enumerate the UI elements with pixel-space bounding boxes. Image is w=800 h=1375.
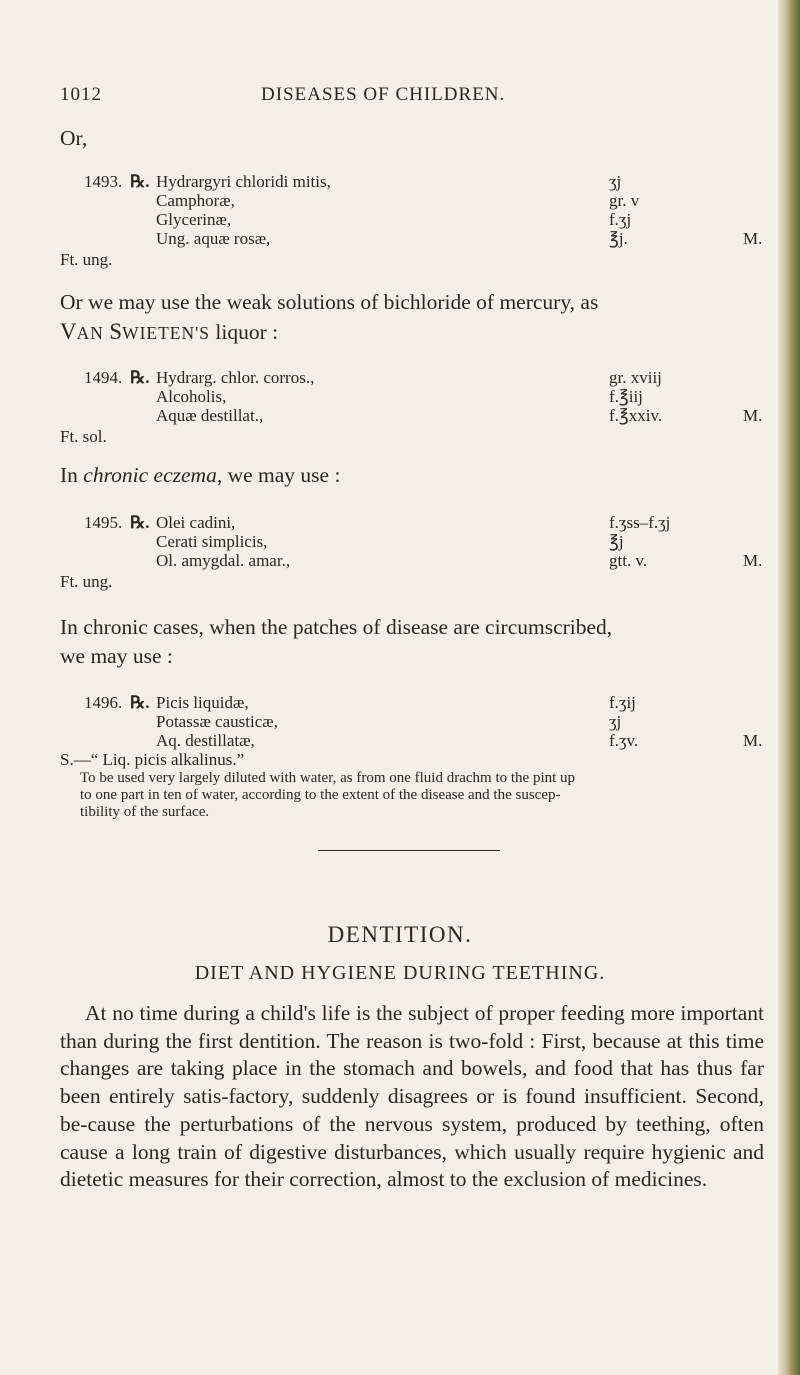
drug-name: Picis liquidæ, <box>156 693 249 712</box>
running-title: DISEASES OF CHILDREN. <box>261 84 506 105</box>
drug-name: Aq. destillatæ, <box>156 731 255 750</box>
page-number: 1012 <box>60 84 102 105</box>
drug-name: Potassæ causticæ, <box>156 712 278 731</box>
paragraph-text: In <box>60 463 78 487</box>
drug-name: Ol. amygdal. amar., <box>156 551 291 570</box>
rx-number: 1493. <box>84 172 123 191</box>
drug-dose: f.ʒss–f.ʒj <box>609 513 671 532</box>
usage-note-line: to one part in ten of water, according to the extent of the disease and the suscep- <box>80 787 561 803</box>
recipe-symbol: ℞. <box>130 368 150 387</box>
recipe-symbol: ℞. <box>130 693 150 712</box>
intro-or: Or, <box>60 126 88 150</box>
drug-dose: f.ʒj <box>609 210 632 229</box>
drug-name: Hydrargyri chloridi mitis, <box>156 172 331 191</box>
paragraph-text: we may use : <box>227 463 341 487</box>
signa-label: S.—“ Liq. picis alkalinus.” <box>60 750 245 769</box>
rx-number: 1494. <box>84 368 123 387</box>
drug-dose: gtt. v. <box>609 551 648 570</box>
recipe-symbol: ℞. <box>130 172 150 191</box>
drug-name: Ung. aquæ rosæ, <box>156 229 271 248</box>
running-header <box>60 84 760 114</box>
drug-dose: ℥j. <box>609 229 628 248</box>
small-caps-initial: S <box>109 319 123 344</box>
italic-text: chronic eczema, <box>83 463 223 487</box>
usage-note-line: tibility of the surface. <box>80 804 210 820</box>
paragraph-line <box>60 319 278 345</box>
drug-dose: f.℥xxiv. <box>609 406 663 425</box>
drug-name: Alcoholis, <box>156 387 227 406</box>
small-caps-text: WIETEN'S <box>122 323 211 343</box>
section-paragraph <box>60 1000 764 1194</box>
prescription-direction: Ft. ung. <box>60 250 113 269</box>
mix-instruction: M. <box>743 551 763 570</box>
drug-name: Camphoræ, <box>156 191 235 210</box>
section-title: DENTITION. <box>327 922 473 947</box>
page-edge-binding <box>778 0 800 1375</box>
drug-dose: ʒj <box>609 172 622 191</box>
drug-name: Olei cadini, <box>156 513 236 532</box>
drug-name: Glycerinæ, <box>156 210 232 229</box>
drug-dose: f.ʒv. <box>609 731 639 750</box>
paragraph-text: liquor : <box>215 320 279 344</box>
drug-dose: f.ʒij <box>609 693 636 712</box>
mix-instruction: M. <box>743 731 763 750</box>
prescription-direction: Ft. sol. <box>60 427 107 446</box>
drug-name: Cerati simplicis, <box>156 532 268 551</box>
drug-name: Aquæ destillat., <box>156 406 264 425</box>
drug-dose: f.℥iij <box>609 387 643 406</box>
drug-dose: gr. xviij <box>609 368 662 387</box>
paragraph-line: Or we may use the weak solutions of bichloride of mercury, as <box>60 290 599 314</box>
section-divider <box>318 850 500 851</box>
usage-note-line: To be used very largely diluted with water, as from one fluid drachm to the pint up <box>80 770 576 786</box>
paragraph-line: In chronic cases, when the patches of disease are circumscribed, <box>60 615 613 639</box>
small-caps-text: AN <box>76 323 104 343</box>
drug-name: Hydrarg. chlor. corros., <box>156 368 315 387</box>
paragraph-line: we may use : <box>60 644 173 668</box>
small-caps-initial: V <box>60 319 77 344</box>
section-subtitle: DIET AND HYGIENE DURING TEETHING. <box>194 962 606 984</box>
rx-number: 1495. <box>84 513 123 532</box>
recipe-symbol: ℞. <box>130 513 150 532</box>
drug-dose: ℥j <box>609 532 624 551</box>
paragraph-line <box>60 463 340 488</box>
prescription-direction: Ft. ung. <box>60 572 113 591</box>
drug-dose: gr. v <box>609 191 640 210</box>
drug-dose: ʒj <box>609 712 622 731</box>
mix-instruction: M. <box>743 229 763 248</box>
mix-instruction: M. <box>743 406 763 425</box>
paragraph-text: At no time during a child's life is the subject of proper feeding more important than during the first dentition. The reason is two-fold : First, because at this time changes are taking place in the stomach and bowels, and food that has thus far been entirely satis-factory, suddenly disagrees or is found insufficient. Second, be-cause the perturbations of the nervous system, produced by teething, often cause a long train of digestive disturbances, which usually require hygienic and dietetic measures for their correction, almost to the exclusion of medicines. <box>60 1001 764 1192</box>
rx-number: 1496. <box>84 693 123 712</box>
